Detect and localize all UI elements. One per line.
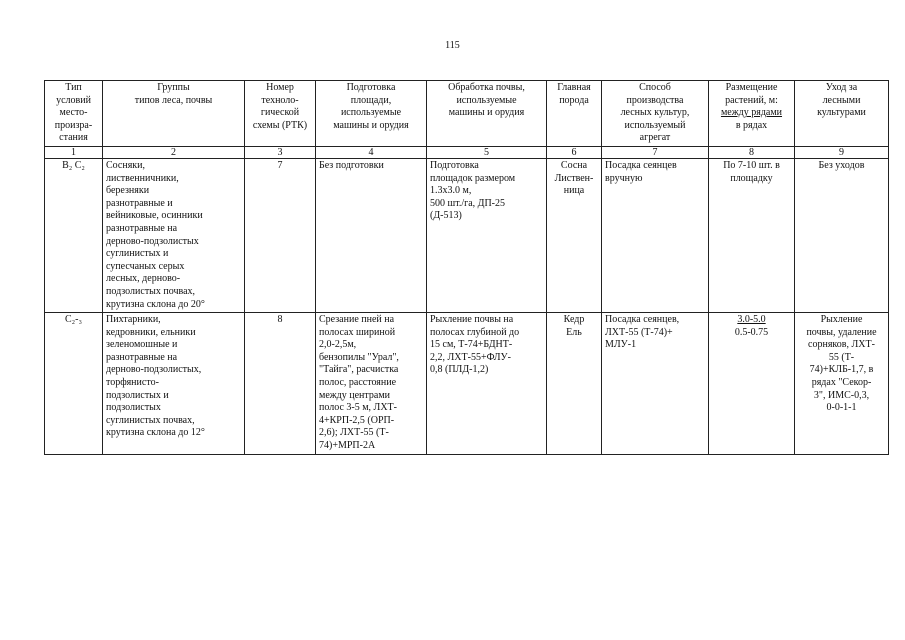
cell-care: Без уходов	[795, 158, 889, 312]
column-number: 7	[602, 146, 709, 158]
cell-placement	[709, 313, 795, 455]
header-preparation: Подготовка площади, используемые машины и орудия	[316, 81, 427, 147]
table-row	[45, 313, 889, 455]
column-number: 4	[316, 146, 427, 158]
header-species: Главная порода	[547, 81, 602, 147]
cell-preparation: Срезание пней на полосах шириной 2,0-2,5м, бензопилы "Урал", "Тайга", расчистка полос, расстояние между центрами полос 3-5 м, ЛХТ- 4+КРП-2,5 (ОРП- 2,6); ЛХТ-55 (Т- 74)+МРП-2А	[316, 313, 427, 455]
cell-scheme: 8	[245, 313, 316, 455]
header-groups: Группы типов леса, почвы	[103, 81, 245, 147]
column-number: 6	[547, 146, 602, 158]
cell-groups: Сосняки, лиственничники, березняки разнотравные и вейниковые, осинники разнотравные на дерново-подзолистых суглинистых и супесчаных серых лесных, дерново- подзолистых почвах, крутизна склона до 20°	[103, 158, 245, 312]
table-row	[45, 158, 889, 312]
placement-between-rows: 3.0-5.0	[737, 314, 766, 326]
header-placement-in-rows: в рядах	[735, 119, 768, 131]
cell-care: Рыхление почвы, удаление сорняков, ЛХТ- 55 (Т- 74)+КЛБ-1,7, в рядах "Секор- 3", ИМС-0,3, 0-0-1-1	[795, 313, 889, 455]
column-number: 1	[45, 146, 103, 158]
header-row	[45, 81, 889, 147]
page-number: 115	[445, 40, 460, 51]
cell-soil: Подготовка площадок размером 1.3x3.0 м, 500 шт./га, ДП-25 (Д-513)	[427, 158, 547, 312]
header-placement	[709, 81, 795, 147]
cell-groups: Пихтарники, кедровники, ельники зеленомошные и разнотравные на дерново-подзолистых, торфянисто- подзолистых и подзолистых суглинистых почвах, крутизна склона до 12°	[103, 313, 245, 455]
cell-species: Сосна Листвен- ница	[547, 158, 602, 312]
cell-species: Кедр Ель	[547, 313, 602, 455]
header-type: Тип условий место- произра- стания	[45, 81, 103, 147]
placement-in-rows: 0.5-0.75	[734, 326, 769, 338]
cell-preparation: Без подготовки	[316, 158, 427, 312]
cell-scheme: 7	[245, 158, 316, 312]
column-number-row	[45, 146, 889, 158]
column-number: 5	[427, 146, 547, 158]
forest-culture-table	[44, 80, 889, 455]
column-number: 8	[709, 146, 795, 158]
cell-method: Посадка сеянцев вручную	[602, 158, 709, 312]
header-scheme: Номер техноло- гической схемы (РТК)	[245, 81, 316, 147]
header-placement-between: между рядами	[720, 107, 783, 119]
header-care: Уход за лесными культурами	[795, 81, 889, 147]
header-method: Способ производства лесных культур, используемый агрегат	[602, 81, 709, 147]
header-placement-title: Размещение растений, м:	[725, 82, 778, 106]
cell-type: C₂-₃	[45, 313, 103, 455]
cell-placement: По 7-10 шт. в площадку	[709, 158, 795, 312]
header-soil: Обработка почвы, используемые машины и орудия	[427, 81, 547, 147]
column-number: 9	[795, 146, 889, 158]
cell-soil: Рыхление почвы на полосах глубиной до 15 см, Т-74+БДНТ- 2,2, ЛХТ-55+ФЛУ- 0,8 (ПЛД-1,2)	[427, 313, 547, 455]
column-number: 2	[103, 146, 245, 158]
cell-type: B₂ C₂	[45, 158, 103, 312]
cell-method: Посадка сеянцев, ЛХТ-55 (Т-74)+ МЛУ-1	[602, 313, 709, 455]
column-number: 3	[245, 146, 316, 158]
